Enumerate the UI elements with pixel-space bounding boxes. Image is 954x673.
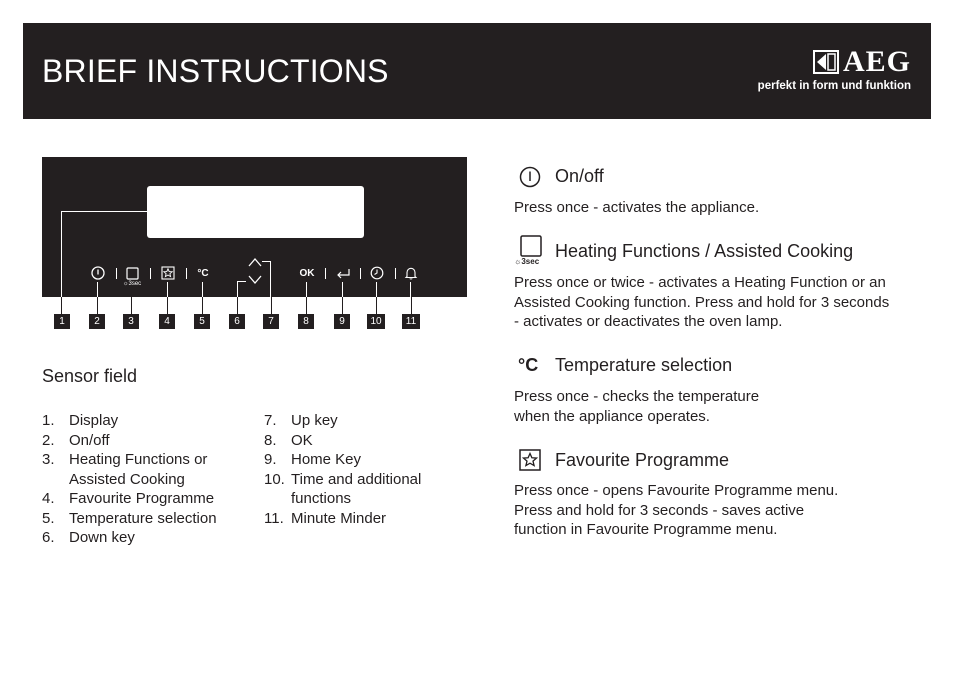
key-separator (395, 268, 396, 279)
key-separator (116, 268, 117, 279)
display-leader-line (61, 211, 148, 301)
pointer-line (342, 282, 343, 297)
square-icon (520, 235, 542, 257)
key-separator (360, 268, 361, 279)
brand-logo-block (711, 45, 911, 99)
callout-number: 3 (123, 314, 139, 329)
lamp-small-icon: ☼ (514, 257, 522, 266)
up-key[interactable] (247, 254, 263, 270)
callout-number: 4 (159, 314, 175, 329)
pointer-line (131, 297, 132, 314)
power-icon (519, 166, 541, 188)
pointer-line (97, 297, 98, 314)
pointer-line (202, 297, 203, 314)
pointer-line (61, 297, 62, 314)
star-box-icon (161, 266, 175, 280)
down-key-leader (237, 281, 246, 301)
temperature-description: Press once - checks the temperature when the appliance operates. (514, 388, 760, 425)
celsius-icon: °C (518, 355, 539, 375)
star-box-icon (519, 449, 541, 471)
lamp-small-icon: ☼ (123, 281, 129, 287)
heating-title: Heating Functions / Assisted Cooking (555, 241, 854, 261)
callout-number: 6 (229, 314, 245, 329)
ok-label: OK (299, 267, 315, 279)
favourite-title: Favourite Programme (555, 450, 730, 470)
list-item: 5. Temperature selection (42, 509, 217, 527)
list-item: 6. Down key (42, 529, 135, 546)
control-panel (42, 157, 467, 297)
pointer-line (97, 282, 98, 297)
return-arrow-icon (335, 267, 351, 279)
chevron-up-icon (248, 257, 262, 267)
power-icon (91, 266, 105, 280)
clock-icon (370, 266, 384, 280)
temperature-title: Temperature selection (555, 355, 733, 375)
lamp-hint-label: ☼3sec (514, 257, 540, 266)
list-item: 4. Favourite Programme (42, 490, 215, 507)
pointer-line (376, 297, 377, 314)
electrolux-mark-icon (813, 50, 839, 74)
pointer-line (306, 282, 307, 297)
callout-number: 2 (89, 314, 105, 329)
pointer-line (237, 297, 238, 314)
list-item: 11. Minute Minder (264, 509, 387, 527)
callout-number: 1 (54, 314, 70, 329)
key-separator (186, 268, 187, 279)
sensor-list-right (264, 411, 464, 528)
pointer-line (411, 297, 412, 314)
celsius-icon: °C (197, 267, 209, 279)
callout-number: 5 (194, 314, 210, 329)
pointer-line (271, 297, 272, 314)
pointer-line (376, 282, 377, 297)
heating-functions-key[interactable] (124, 265, 140, 281)
display-screen (147, 186, 364, 238)
key-separator (325, 268, 326, 279)
list-item: 10. Time and additional functions (264, 470, 422, 507)
header-band (23, 23, 931, 119)
list-item: 1. Display (42, 412, 119, 429)
pointer-line (167, 297, 168, 314)
home-key[interactable] (335, 265, 351, 281)
favourite-programme-key[interactable] (160, 265, 176, 281)
down-key[interactable] (247, 272, 263, 288)
pointer-line (202, 282, 203, 297)
square-icon (126, 267, 139, 280)
temperature-key[interactable] (195, 265, 211, 281)
brand-tagline: perfekt in form und funktion (757, 80, 911, 92)
callout-number: 8 (298, 314, 314, 329)
favourite-description: Press once - opens Favourite Programme menu. Press and hold for 3 seconds - saves active function in Favourite Programme menu. (514, 482, 839, 538)
brand-name: AEG (842, 45, 911, 78)
list-item: 8. OK (264, 431, 313, 449)
chevron-down-icon (248, 275, 262, 285)
list-item: 3. Heating Functions or Assisted Cooking (42, 451, 208, 488)
lamp-hint-label: ☼3sec (123, 281, 142, 287)
heating-description: Press once or twice - activates a Heating Function or an Assisted Cooking function. Press and hold for 3 seconds - activates or deactivates the oven lamp. (514, 274, 890, 330)
pointer-line (342, 297, 343, 314)
bell-icon (404, 266, 418, 280)
up-key-leader (262, 261, 271, 301)
pointer-line (410, 282, 411, 297)
pointer-line (167, 282, 168, 297)
onoff-description: Press once - activates the appliance. (514, 199, 760, 216)
ok-key[interactable] (299, 265, 315, 281)
onoff-title: On/off (555, 166, 604, 186)
list-item: 9. Home Key (264, 451, 362, 468)
pointer-line (306, 297, 307, 314)
time-functions-key[interactable] (369, 265, 385, 281)
sensor-list-left (42, 411, 247, 548)
list-item: 2. On/off (42, 431, 110, 449)
callout-number: 9 (334, 314, 350, 329)
minute-minder-key[interactable] (403, 265, 419, 281)
callout-number: 11 (402, 314, 420, 329)
callout-number: 7 (263, 314, 279, 329)
key-separator (150, 268, 151, 279)
sensor-field-title: Sensor field (42, 366, 138, 386)
page-title: BRIEF INSTRUCTIONS (42, 53, 389, 89)
brand-logo (813, 45, 911, 78)
callout-number: 10 (367, 314, 385, 329)
list-item: 7. Up key (264, 412, 338, 429)
onoff-key[interactable] (90, 265, 106, 281)
